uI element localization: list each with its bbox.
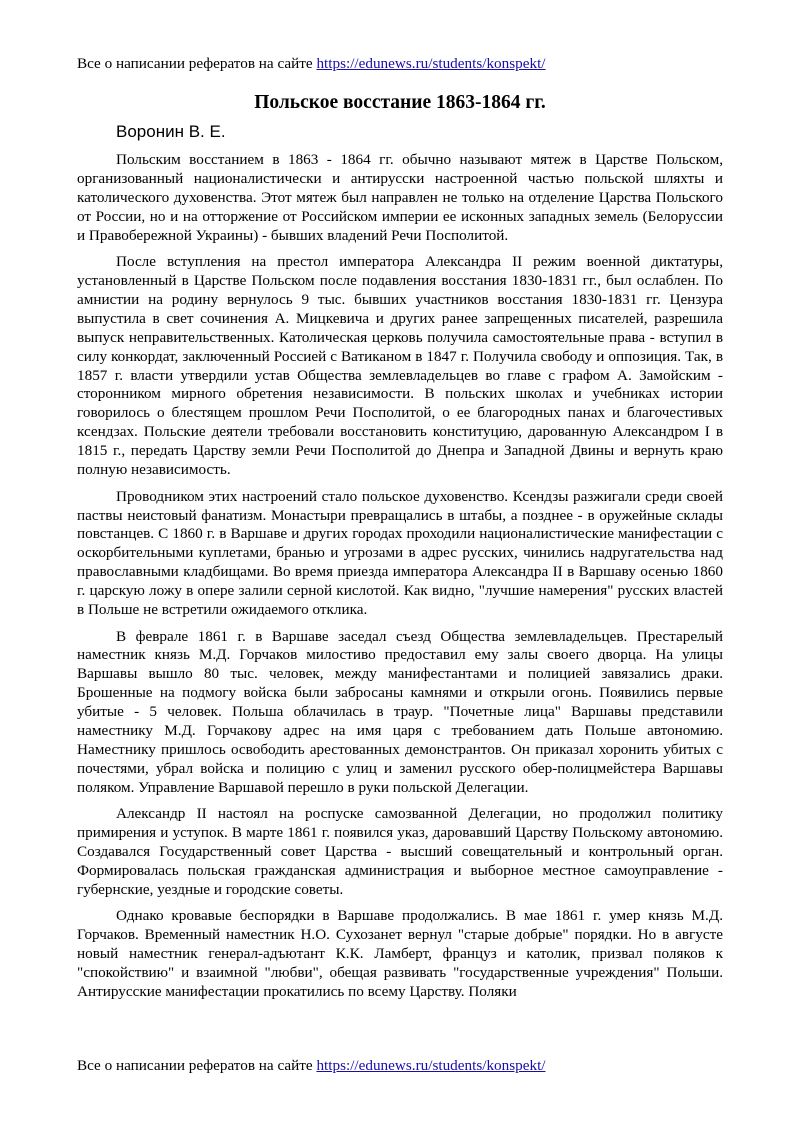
document-title: Польское восстание 1863-1864 гг.: [254, 92, 546, 113]
footer-text: Все о написании рефератов на сайте: [77, 1057, 317, 1074]
paragraph: Проводником этих настроений стало польское духовенство. Ксендзы разжигали среди своей паствы неистовый фанатизм. Монастыри превращались в штабы, а позднее - в оружейные склады повстанцев. С 1860 г. в Варшаве и других городах проходили националистические манифестации с оскорбительными куплетами, бранью и угрозами в адрес русских, чинились надругательства над православными кладбищами. Во время приезда императора Александра II в Варшаву осенью 1860 г. царскую ложу в опере залили серной кислотой. Как видно, "лучшие намерения" русских властей в Польше не встретили ожидаемого отклика.: [77, 487, 723, 619]
paragraph: В феврале 1861 г. в Варшаве заседал съезд Общества землевладельцев. Престарелый наместник князь М.Д. Горчаков милостиво предоставил ему залы своего дворца. На улицы Варшавы вышло 80 тыс. человек, между манифестантами и полицией завязались драки. Брошенные на подмогу войска были забросаны камнями и открыли огонь. Появились первые убитые - 5 человек. Польша облачилась в траур. "Почетные лица" Варшавы представили наместнику М.Д. Горчакову адрес на имя царя с требованием дать Польше автономию. Наместнику пришлось освободить арестованных демонстрантов. Он приказал хоронить убитых с почестями, убрал войска и полицию с улиц и заменил русского обер-полицмейстера Варшавы поляком. Управление Варшавой перешло в руки польской Делегации.: [77, 627, 723, 796]
paragraph: После вступления на престол императора Александра II режим военной диктатуры, установленный в Царстве Польском после подавления восстания 1830-1831 гг., был ослаблен. По амнистии на родину вернулось 9 тыс. бывших участников восстания 1830-1831 гг. Цензура выпустила в свет сочинения А. Мицкевича и других ранее запрещенных писателей, разрешила выпуск неправительственных. Католическая церковь получила самостоятельные права - вступил в силу конкордат, заключенный Россией с Ватиканом в 1847 г. Получила свободу и оппозиция. Так, в 1857 г. власти утвердили устав Общества землевладельцев во главе с графом А. Замойским - сторонником мирного обретения независимости. В польских школах и учебниках истории говорилось о блестящем прошлом Речи Посполитой, о ее благородных панах и благочестивых ксендзах. Польские деятели требовали восстановить конституцию, дарованную Александром I в 1815 г., передать Царству земли Речи Посполитой до Днепра и Западной Двины и вернуть краю полную независимость.: [77, 253, 723, 479]
page-header: [77, 55, 546, 73]
header-site-link[interactable]: https://edunews.ru/students/konspekt/: [316, 55, 546, 72]
page-footer: [77, 1057, 546, 1075]
document-author: Воронин В. Е.: [116, 122, 226, 141]
footer-site-link[interactable]: https://edunews.ru/students/konspekt/: [316, 1057, 546, 1074]
paragraph: Польским восстанием в 1863 - 1864 гг. обычно называют мятеж в Царстве Польском, организованный националистически и антирусски настроенной частью польской шляхты и католического духовенства. Этот мятеж был направлен не только на отделение Царства Польского от России, но и на отторжение от Российском империи ее исконных западных земель (Белоруссии и Правобережной Украины) - бывших владений Речи Посполитой.: [77, 151, 723, 244]
document-body: [77, 151, 723, 1002]
header-text: Все о написании рефератов на сайте: [77, 55, 317, 72]
paragraph: Александр II настоял на роспуске самозванной Делегации, но продолжил политику примирения и уступок. В марте 1861 г. появился указ, даровавший Царству Польскому автономию. Создавался Государственный совет Царства - высший совещательный и контрольный орган. Формировалась польская гражданская администрация и выборное местное самоуправление - губернские, уездные и городские советы.: [77, 805, 723, 898]
paragraph: Однако кровавые беспорядки в Варшаве продолжались. В мае 1861 г. умер князь М.Д. Горчаков. Временный наместник Н.О. Сухозанет вернул "старые добрые" порядки. Но в августе новый наместник генерал-адъютант К.К. Ламберт, француз и католик, призвал поляков к "спокойствию" и взаимной "любви", обещая развивать "государственные учреждения" Польши. Антирусские манифестации прокатились по всему Царству. Поляки: [77, 907, 723, 1001]
